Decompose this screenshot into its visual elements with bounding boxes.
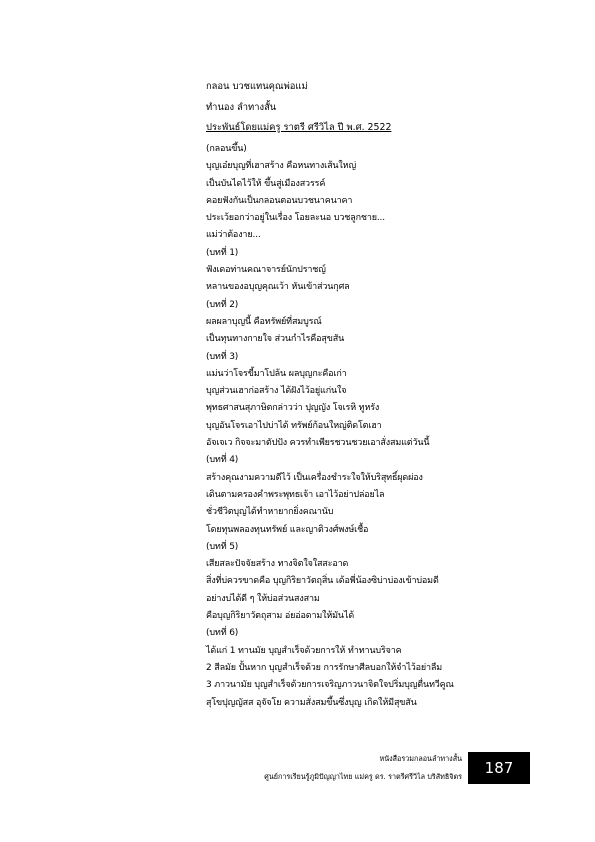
poem-line: ฟังเดอท่านคณาจารย์นักปราชญ์ (206, 265, 326, 276)
poem-line: เป็นทุนทางกายใจ ส่วนกำไรคือสุขสัน (206, 334, 345, 345)
poem-line: คอยฟังกันเป็นกลอนตอนบวชนาคนาคา (206, 195, 353, 206)
poem-composer: ประพันธ์โดยแม่ครู ราตรี ศรีวิไล ปี พ.ศ. 2522 (206, 122, 392, 133)
footer-publisher: ศูนย์การเรียนรู้ภูมิปัญญาไทย แม่ครู ดร. ราตรีศรีวิไล บริสัทธิจิตร (264, 772, 462, 781)
poem-line: (บทที่ 3) (206, 351, 239, 362)
poem-line: ได้แก่ 1 ทานมัย บุญสำเร็จด้วยการให้ ทำทานบริจาค (206, 645, 402, 656)
poem-line: บุญส่วนเฮาก่อสร้าง ได้ฝังไว้อยู่แก่นใจ (206, 386, 347, 397)
poem-line: เดินตามครองคำพระพุทธเจ้า เอาไว้อย่าปล่อยไล (206, 489, 385, 500)
poem-line: บุญอันโจรเอาไปบ่าได้ ทรัพย์ก้อนใหญ่ติดโตเฮา (206, 420, 382, 431)
poem-line: อัจเจเว กิจจะมาตัปปัง ควรทำเพียรชวนชวยเอาสั่งสมแต่วันนี้ (206, 438, 430, 449)
poem-line: แม่นว่าโจรขี้มาโปล้น ผลบุญกะคือเก่า (206, 368, 347, 379)
poem-body (206, 141, 546, 712)
poem-line: โดยทุนพลองทุนทรัพย์ และญาติวงศ์พงษ์เชื้อ (206, 524, 369, 535)
poem-line: สิ่งที่บ่ควรขาดคือ บุญกิริยาวัตถุสิ่น เด้อพี่น้องซิบ่าบ่องเข้าบ่อมดี (206, 576, 439, 587)
poem-line: เป็นบันไดไว้ให้ ขึ้นสู่เมืองสวรรค์ (206, 178, 326, 189)
poem-line: (บทที่ 5) (206, 541, 239, 552)
poem-line: ประเว้ยอกว่าอยู่ในเรื่อง โอยละนอ บวชลูกชาย... (206, 213, 385, 224)
poem-line: 2 สีลมัย ปั้นหาก บุญสำเร็จด้วย การรักษาศีลบอกให้จำไว้อย่าลืม (206, 662, 443, 673)
poem-line: บุญเอ๋ยบุญที่เฮาสร้าง คือหนทางเส้นใหญ่ (206, 161, 356, 172)
poem-line: 3 ภาวนามัย บุญสำเร็จด้วยการเจริญภาวนาจิตใจปริ่มบุญตื่นทวีคูณ (206, 680, 454, 691)
poem-title: กลอน บวชแทนคุณพ่อแม่ (206, 81, 308, 92)
page-number: 187 (468, 752, 530, 784)
poem-line: สุโขปุญญัสส อุจัจโย ความสั่งสมขึ้นซึ่งบุญ เกิดให้มีสุขสัน (206, 697, 417, 708)
poem-melody: ทำนอง ลำทางสั้น (206, 102, 277, 113)
poem-line: พุทธศาสนสุภาษิตกล่าวว่า ปุญญัง โจเรหิ ทูหรัง (206, 403, 380, 414)
poem-line: (บทที่ 2) (206, 299, 239, 310)
poem-line: ผลผลาบุญนี้ คือทรัพย์ที่สมบูรณ์ (206, 316, 322, 327)
poem-line: (บทที่ 4) (206, 455, 239, 466)
poem-line: แม่ว่าต้องาย... (206, 230, 261, 241)
poem-line: ชั่วชีวิตบุญได้ทำหายากยิ่งคณานับ (206, 507, 334, 518)
poem-line: (บทที่ 6) (206, 628, 239, 639)
poem-line: เสียสละปัจจัยสร้าง ทางจิตใจใสสะอาด (206, 559, 349, 570)
poem-line: (กลอนขึ้น) (206, 144, 247, 154)
footer-book-title: หนังสือรวมกลอนลำทางสั้น (379, 754, 462, 763)
poem-line: (บทที่ 1) (206, 247, 239, 258)
poem-line: สร้างคุณงามความดีไว้ เป็นเครื่องชำระใจให้บริสุทธิ์ผุดผ่อง (206, 472, 423, 483)
poem-line: อย่างบ่ได้ดี ๆ ให้บ่อส่วนสงสาม (206, 593, 320, 604)
poem-line: หลานของอบุญคุณเว้า หันเข้าส่วนกุศล (206, 282, 350, 293)
poem-line: คือบุญกิริยาวัตถุสาม อ่ยอ่อดามให้มันได้ (206, 611, 355, 622)
